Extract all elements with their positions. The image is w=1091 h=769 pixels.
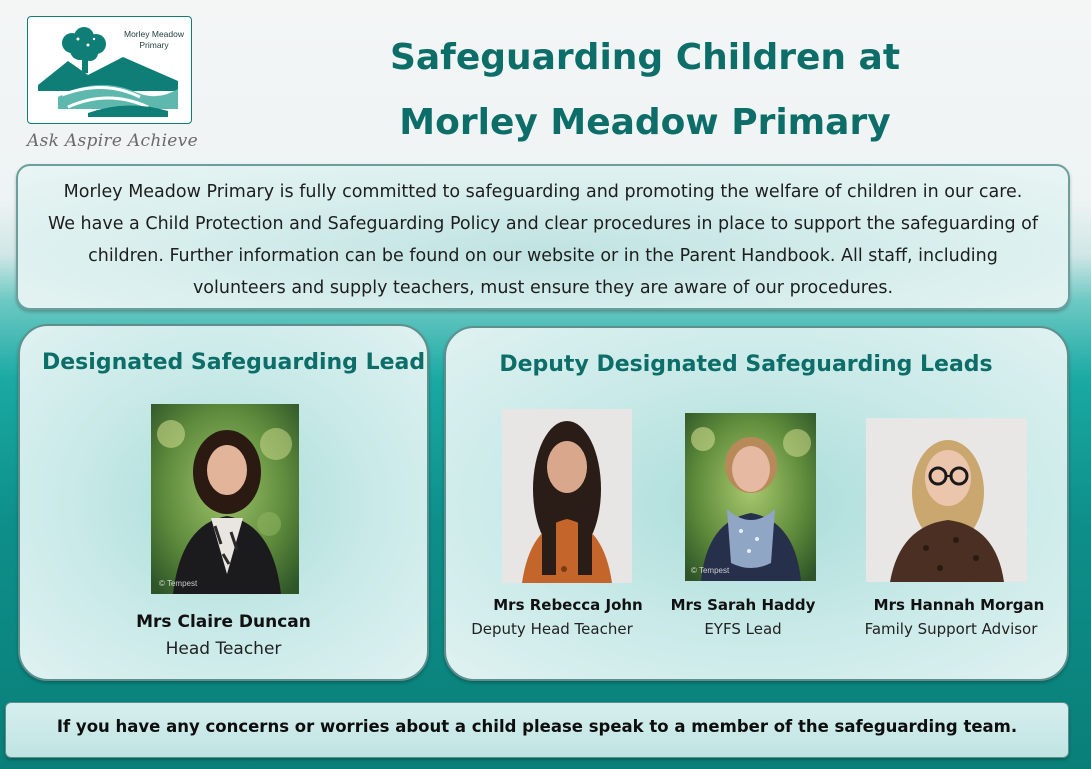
deputy-photo-2: [685, 413, 816, 581]
school-logo: [27, 16, 192, 124]
footer-text: If you have any concerns or worries about a child please speak to a member of the safeguarding team.: [56, 717, 1018, 736]
designated-lead-title: Designated Safeguarding Lead: [42, 350, 426, 375]
lead-photo-watermark: © Tempest: [159, 579, 198, 588]
intro-line-1: Morley Meadow Primary is fully committed to safeguarding and promoting the welfare of children in our care.: [63, 182, 1023, 202]
deputy-leads-panel: [444, 326, 1069, 681]
deputy-role-3: Family Support Advisor: [864, 620, 1038, 638]
school-motto: Ask Aspire Achieve: [27, 131, 198, 151]
lead-photo: [151, 404, 299, 594]
deputy-role-2: EYFS Lead: [704, 620, 782, 638]
intro-line-3: children. Further information can be found on our website or in the Parent Handbook. All staff, including: [88, 246, 998, 266]
intro-line-4: volunteers and supply teachers, must ensure they are aware of our procedures.: [192, 278, 894, 298]
logo-name-line1: Morley Meadow: [124, 29, 184, 39]
intro-text: [26, 176, 1060, 304]
deputy-photo-1: [502, 409, 632, 583]
lead-name: Mrs Claire Duncan: [136, 612, 311, 632]
lead-role: Head Teacher: [165, 639, 282, 659]
intro-line-2: We have a Child Protection and Safeguarding Policy and clear procedures in place to support the safeguarding of: [47, 214, 1039, 234]
designated-lead-panel: [18, 324, 429, 681]
page-title-line2: Morley Meadow Primary: [399, 102, 891, 143]
deputy-photo-3: [866, 418, 1027, 582]
deputy-photo-2-watermark: © Tempest: [691, 566, 730, 575]
footer-banner: [5, 702, 1069, 758]
intro-panel: [16, 164, 1070, 310]
deputy-name-2: Mrs Sarah Haddy: [670, 596, 816, 614]
logo-name-line2: Primary: [139, 40, 169, 50]
page-title-line1: Safeguarding Children at: [389, 37, 901, 78]
deputy-name-1: Mrs Rebecca John: [493, 596, 643, 614]
deputy-role-1: Deputy Head Teacher: [471, 620, 633, 638]
deputy-name-3: Mrs Hannah Morgan: [873, 596, 1045, 614]
logo-school-name: [116, 29, 192, 51]
deputy-leads-title: Deputy Designated Safeguarding Leads: [499, 352, 993, 377]
